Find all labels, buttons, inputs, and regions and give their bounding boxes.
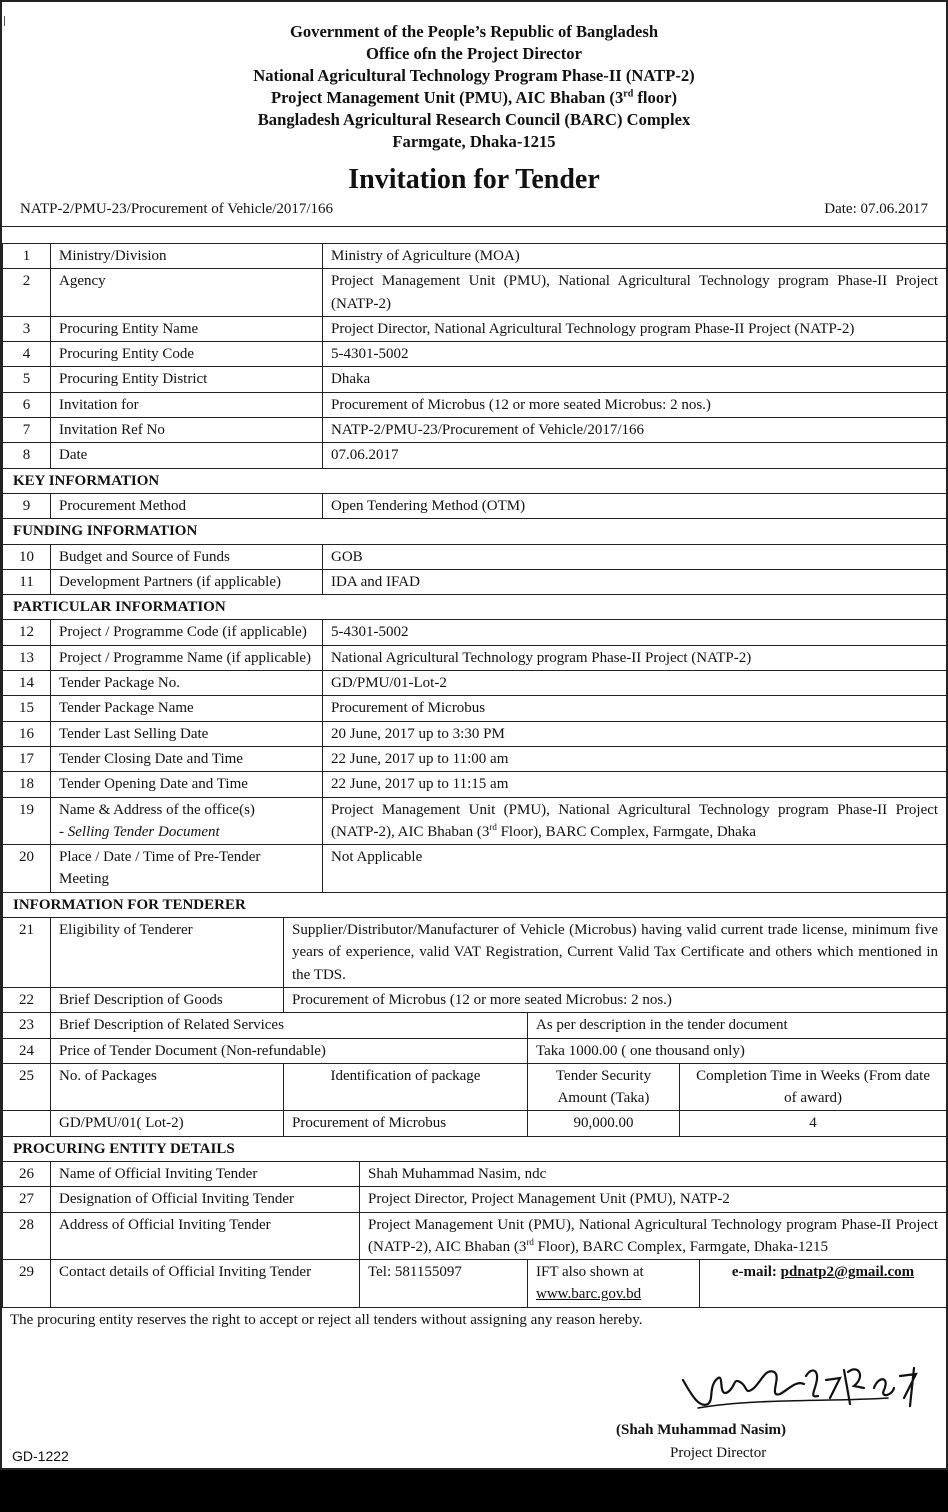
funding-rows	[3, 544, 947, 595]
row-label: Procurement Method	[51, 493, 323, 518]
package-row	[3, 1111, 947, 1136]
official-address-sup: rd	[526, 1236, 534, 1247]
table-row	[3, 269, 947, 317]
header-line-government: Government of the People’s Republic of Bangladesh	[289, 22, 659, 41]
package-header-row	[3, 1063, 947, 1111]
row-value: 5-4301-5002	[323, 620, 947, 645]
package-number: GD/PMU/01( Lot-2)	[51, 1111, 284, 1136]
official-address-text: Project Management Unit (PMU), National Agricultural Technology program Phase-II Project (NATP-2), AIC Bhaban (3	[368, 1216, 939, 1255]
table-row	[3, 342, 947, 367]
header-line-office: Office ofn the Project Director	[366, 44, 582, 63]
table-row	[3, 721, 947, 746]
reservation-note: The procuring entity reserves the right to accept or reject all tenders without assigning any reason hereby.	[10, 1311, 643, 1328]
section-heading-key: KEY INFORMATION	[3, 468, 947, 493]
row-value	[360, 1212, 947, 1260]
row-number: 26	[3, 1161, 51, 1186]
reference-number: NATP-2/PMU-23/Procurement of Vehicle/2017/166	[20, 201, 334, 217]
issue-date: Date: 07.06.2017	[824, 201, 928, 217]
table-row	[3, 493, 947, 518]
barc-website-link[interactable]: www.barc.gov.bd	[536, 1286, 642, 1303]
row-number: 19	[3, 797, 51, 845]
contact-row	[3, 1260, 947, 1308]
header-pmu-sup: rd	[623, 88, 634, 100]
section-heading-particular: PARTICULAR INFORMATION	[3, 595, 947, 620]
row-value: Not Applicable	[323, 845, 947, 893]
email-link[interactable]: pdnatp2@gmail.com	[780, 1264, 915, 1281]
section-heading-tenderer: INFORMATION FOR TENDERER	[3, 892, 947, 917]
row-label: Price of Tender Document (Non-refundable)	[51, 1038, 528, 1063]
row-value: Procurement of Microbus	[323, 696, 947, 721]
office-label: Name & Address of the office(s)	[59, 801, 255, 818]
office-sublabel: - Selling Tender Document	[59, 823, 220, 840]
row-label: Procuring Entity Code	[51, 342, 323, 367]
table-row	[3, 987, 947, 1012]
row-number: 12	[3, 620, 51, 645]
official-address-rest: Floor), BARC Complex, Farmgate, Dhaka-1215	[533, 1238, 828, 1255]
row-number: 11	[3, 569, 51, 594]
email-label: e-mail:	[731, 1264, 781, 1281]
header-line-pmu	[2, 87, 946, 109]
row-number: 7	[3, 418, 51, 443]
row-number: 5	[3, 367, 51, 392]
row-label: Tender Opening Date and Time	[51, 772, 323, 797]
row-number: 21	[3, 918, 51, 988]
row-label: Eligibility of Tenderer	[51, 918, 284, 988]
table-row	[3, 544, 947, 569]
row-label: Development Partners (if applicable)	[51, 569, 323, 594]
table-row	[3, 367, 947, 392]
table-row	[3, 918, 947, 988]
row-value: Supplier/Distributor/Manufacturer of Vehicle (Microbus) having valid current trade license, minimum five years of experience, valid VAT Registration, Current Valid Tax Certificate and others which mentioned in the TDS.	[284, 918, 947, 988]
tender-details-table	[2, 243, 947, 1308]
table-row	[3, 696, 947, 721]
row-number: 22	[3, 987, 51, 1012]
completion-header: Completion Time in Weeks (From date of award)	[680, 1063, 947, 1111]
table-row	[3, 746, 947, 771]
row-number: 14	[3, 671, 51, 696]
procuring-entity-section	[3, 1136, 947, 1307]
row-value: IDA and IFAD	[323, 569, 947, 594]
signatory-title: Project Director	[670, 1445, 767, 1461]
row-number: 23	[3, 1013, 51, 1038]
row-value: Project Management Unit (PMU), National Agricultural Technology program Phase-II Project (NATP-2)	[323, 269, 947, 317]
row-label: Designation of Official Inviting Tender	[51, 1187, 360, 1212]
table-row	[3, 645, 947, 670]
security-header: Tender Security Amount (Taka)	[528, 1063, 680, 1111]
funding-information-section	[3, 519, 947, 544]
tenderer-information-section	[3, 892, 947, 1136]
row-number: 29	[3, 1260, 51, 1308]
row-value: Dhaka	[323, 367, 947, 392]
row-value: 22 June, 2017 up to 11:00 am	[323, 746, 947, 771]
row-number: 25	[3, 1063, 51, 1111]
table-row	[3, 671, 947, 696]
row-label: Agency	[51, 269, 323, 317]
row-number: 13	[3, 645, 51, 670]
particular-information-section	[3, 595, 947, 620]
table-row	[3, 1187, 947, 1212]
row-number: 3	[3, 316, 51, 341]
row-label: Tender Closing Date and Time	[51, 746, 323, 771]
row-value: Shah Muhammad Nasim, ndc	[360, 1161, 947, 1186]
row-label	[51, 797, 323, 845]
office-address-text: Project Management Unit (PMU), National Agricultural Technology program Phase-II Project (NATP-2), AIC Bhaban (3	[331, 801, 939, 840]
row-value: Procurement of Microbus (12 or more seated Microbus: 2 nos.)	[323, 392, 947, 417]
row-label: Procuring Entity Name	[51, 316, 323, 341]
row-label: Project / Programme Code (if applicable)	[51, 620, 323, 645]
row-label: Brief Description of Goods	[51, 987, 284, 1012]
row-number: 18	[3, 772, 51, 797]
header-line-program: National Agricultural Technology Program Phase-II (NATP-2)	[253, 66, 695, 85]
signatory-name: (Shah Muhammad Nasim)	[616, 1422, 787, 1438]
row-number: 2	[3, 269, 51, 317]
packages-header: No. of Packages	[51, 1063, 284, 1111]
general-rows	[3, 244, 947, 469]
table-row	[3, 418, 947, 443]
handwritten-signature	[678, 1358, 928, 1414]
row-number: 28	[3, 1212, 51, 1260]
row-label: Invitation Ref No	[51, 418, 323, 443]
table-row	[3, 1161, 947, 1186]
row-label: Address of Official Inviting Tender	[51, 1212, 360, 1260]
row-value: Procurement of Microbus (12 or more seated Microbus: 2 nos.)	[284, 987, 947, 1012]
table-row	[3, 797, 947, 845]
table-row	[3, 845, 947, 893]
row-label: Procuring Entity District	[51, 367, 323, 392]
key-information-section	[3, 468, 947, 493]
row-value: National Agricultural Technology program Phase-II Project (NATP-2)	[323, 645, 947, 670]
table-row	[3, 772, 947, 797]
row-label: Budget and Source of Funds	[51, 544, 323, 569]
row-value: Project Director, Project Management Unit (PMU), NATP-2	[360, 1187, 947, 1212]
row-label: Tender Package Name	[51, 696, 323, 721]
ift-text: IFT also shown at	[536, 1264, 644, 1281]
row-label: Ministry/Division	[51, 244, 323, 269]
row-label: Tender Package No.	[51, 671, 323, 696]
row-value: Ministry of Agriculture (MOA)	[323, 244, 947, 269]
row-label: Project / Programme Name (if applicable)	[51, 645, 323, 670]
particular-rows	[3, 620, 947, 797]
row-value: As per description in the tender document	[528, 1013, 947, 1038]
table-row	[3, 1212, 947, 1260]
office-address-rest: Floor), BARC Complex, Farmgate, Dhaka	[496, 823, 756, 840]
row-value: GOB	[323, 544, 947, 569]
header-pmu-floor: floor)	[633, 88, 678, 107]
table-row	[3, 443, 947, 468]
header-pmu-text: Project Management Unit (PMU), AIC Bhaban (3	[270, 88, 624, 107]
package-identification: Procurement of Microbus	[284, 1111, 528, 1136]
row-label: Contact details of Official Inviting Tender	[51, 1260, 360, 1308]
row-number: 9	[3, 493, 51, 518]
table-row	[3, 244, 947, 269]
row-number: 4	[3, 342, 51, 367]
row-value: 20 June, 2017 up to 3:30 PM	[323, 721, 947, 746]
row-value: 22 June, 2017 up to 11:15 am	[323, 772, 947, 797]
row-number: 16	[3, 721, 51, 746]
row-value: 07.06.2017	[323, 443, 947, 468]
row-label: Tender Last Selling Date	[51, 721, 323, 746]
reference-line	[2, 199, 946, 219]
row-value: NATP-2/PMU-23/Procurement of Vehicle/2017/166	[323, 418, 947, 443]
row-number: 20	[3, 845, 51, 893]
table-row	[3, 569, 947, 594]
table-row	[3, 1013, 947, 1038]
letterhead	[2, 21, 946, 153]
identification-header: Identification of package	[284, 1063, 528, 1111]
row-number: 24	[3, 1038, 51, 1063]
row-label: Name of Official Inviting Tender	[51, 1161, 360, 1186]
key-rows	[3, 493, 947, 518]
office-rows	[3, 797, 947, 892]
section-heading-funding: FUNDING INFORMATION	[3, 519, 947, 544]
row-number: 1	[3, 244, 51, 269]
completion-weeks: 4	[680, 1111, 947, 1136]
telephone: Tel: 581155097	[360, 1260, 528, 1308]
row-number: 10	[3, 544, 51, 569]
row-label: Brief Description of Related Services	[51, 1013, 528, 1038]
row-value: Open Tendering Method (OTM)	[323, 493, 947, 518]
header-divider	[2, 226, 946, 243]
row-value: 5-4301-5002	[323, 342, 947, 367]
header-line-barc: Bangladesh Agricultural Research Council (BARC) Complex	[257, 110, 691, 129]
header-line-address: Farmgate, Dhaka-1215	[392, 132, 556, 151]
table-row	[3, 392, 947, 417]
tender-security-amount: 90,000.00	[528, 1111, 680, 1136]
row-number: 8	[3, 443, 51, 468]
row-label: Place / Date / Time of Pre-Tender Meeting	[51, 845, 323, 893]
row-number: 15	[3, 696, 51, 721]
email-cell	[700, 1260, 947, 1308]
table-row	[3, 620, 947, 645]
ift-cell	[528, 1260, 700, 1308]
row-number-empty	[3, 1111, 51, 1136]
row-value: Project Director, National Agricultural Technology program Phase-II Project (NATP-2)	[323, 316, 947, 341]
row-value	[323, 797, 947, 845]
row-number: 6	[3, 392, 51, 417]
row-number: 27	[3, 1187, 51, 1212]
row-label: Invitation for	[51, 392, 323, 417]
document-title: Invitation for Tender	[348, 164, 600, 195]
row-value: GD/PMU/01-Lot-2	[323, 671, 947, 696]
table-row	[3, 316, 947, 341]
table-row	[3, 1038, 947, 1063]
office-address-sup: rd	[489, 821, 497, 832]
section-heading-procuring: PROCURING ENTITY DETAILS	[3, 1136, 947, 1161]
row-number: 17	[3, 746, 51, 771]
scan-mark	[4, 16, 5, 26]
document-code: GD-1222	[12, 1448, 69, 1464]
row-label: Date	[51, 443, 323, 468]
row-value: Taka 1000.00 ( one thousand only)	[528, 1038, 947, 1063]
